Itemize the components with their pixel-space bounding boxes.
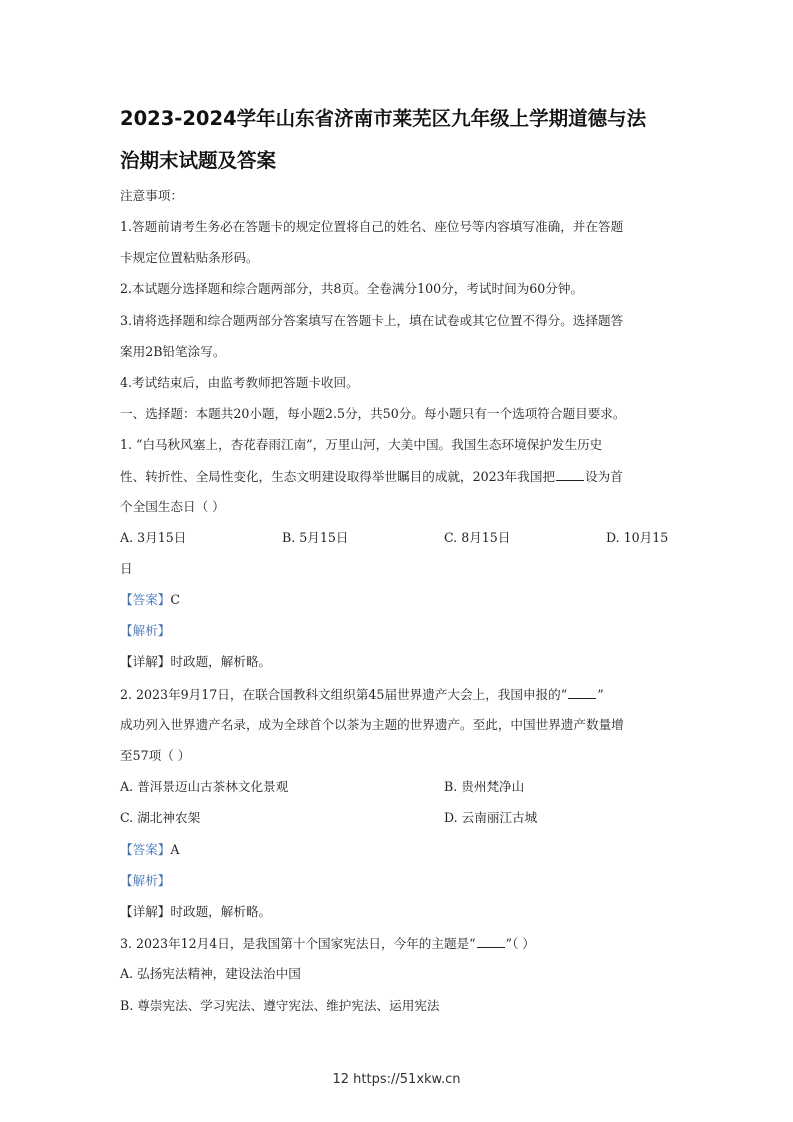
q1-option-d: D. 10月15 <box>606 530 669 545</box>
q2-answer <box>120 842 680 858</box>
q1-line-2-tail: 设为首 <box>585 469 623 484</box>
q3-answer-blank <box>477 935 505 948</box>
q2-line-2: 成功列入世界遗产名录，成为全球首个以茶为主题的世界遗产。至此，中国世界遗产数量增 <box>120 717 624 732</box>
page-title <box>120 98 680 182</box>
note-3-line-2: 案用2B铅笔涂写。 <box>120 344 226 359</box>
q1-line-1: 1. “白马秋风塞上，杏花春雨江南”，万里山河，大美中国。我国生态环境保护发生历史 <box>120 437 603 452</box>
q1-analysis-tag: 【解析】 <box>120 623 171 638</box>
note-1-line-2: 卡规定位置粘贴条形码。 <box>120 250 259 265</box>
q2-line-1-tail: ” <box>597 687 604 702</box>
q2-line-1-text: 2. 2023年9月17日，在联合国教科文组织第45届世界遗产大会上，我国申报的“ <box>120 687 568 702</box>
q2-option-c: C. 湖北神农架 <box>120 810 201 825</box>
q2-line-3: 至57项（ ） <box>120 748 191 763</box>
notes-heading: 注意事项： <box>120 188 183 203</box>
q3-line-1 <box>120 935 680 952</box>
q2-option-a: A. 普洱景迈山古茶林文化景观 <box>120 779 289 794</box>
q1-line-2-text: 性、转折性、全局性变化，生态文明建设取得举世瞩目的成就，2023年我国把 <box>120 469 556 484</box>
q1-option-b: B. 5月15日 <box>282 530 349 545</box>
title-line-2: 治期末试题及答案 <box>120 149 277 172</box>
q1-answer <box>120 592 680 608</box>
q2-answer-value: A <box>170 842 180 857</box>
q3-option-a: A. 弘扬宪法精神，建设法治中国 <box>120 966 301 981</box>
q1-answer-blank <box>556 468 584 481</box>
note-2: 2.本试题分选择题和综合题两部分，共8页。全卷满分100分，考试时间为60分钟。 <box>120 281 584 296</box>
section-1-heading: 一、选择题：本题共20小题，每小题2.5分，共50分。每小题只有一个选项符合题目要求。 <box>120 406 626 421</box>
q1-answer-tag: 【答案】 <box>120 592 171 607</box>
q3-option-b: B. 尊崇宪法、学习宪法、遵守宪法、维护宪法、运用宪法 <box>120 998 440 1013</box>
note-3-line-1: 3.请将选择题和综合题两部分答案填写在答题卡上，填在试卷或其它位置不得分。选择题答 <box>120 313 624 328</box>
q2-answer-blank <box>568 686 596 699</box>
page-footer[interactable]: 12 https://51xkw.cn <box>332 1072 461 1087</box>
q3-line-1-tail: ”（ ） <box>505 936 535 951</box>
title-line-1: 2023-2024学年山东省济南市莱芜区九年级上学期道德与法 <box>120 107 647 130</box>
q1-line-3: 个全国生态日（ ） <box>120 499 225 514</box>
q1-option-a: A. 3月15日 <box>120 530 187 545</box>
q2-answer-tag: 【答案】 <box>120 842 171 857</box>
q1-answer-value: C <box>170 592 181 607</box>
q2-detail: 【详解】时政题，解析略。 <box>120 904 272 919</box>
q1-line-2 <box>120 468 680 485</box>
q1-option-c: C. 8月15日 <box>444 530 511 545</box>
q2-option-d: D. 云南丽江古城 <box>444 810 538 825</box>
note-1-line-1: 1.答题前请考生务必在答题卡的规定位置将自己的姓名、座位号等内容填写准确，并在答题 <box>120 219 624 234</box>
q1-option-d-wrap: 日 <box>120 561 133 576</box>
q2-line-1 <box>120 686 680 703</box>
q2-option-b: B. 贵州梵净山 <box>444 779 525 794</box>
q2-analysis-tag: 【解析】 <box>120 873 171 888</box>
q1-detail: 【详解】时政题，解析略。 <box>120 654 272 669</box>
note-4: 4.考试结束后，由监考教师把答题卡收回。 <box>120 375 359 390</box>
q3-line-1-text: 3. 2023年12月4日，是我国第十个国家宪法日，今年的主题是“ <box>120 936 476 951</box>
